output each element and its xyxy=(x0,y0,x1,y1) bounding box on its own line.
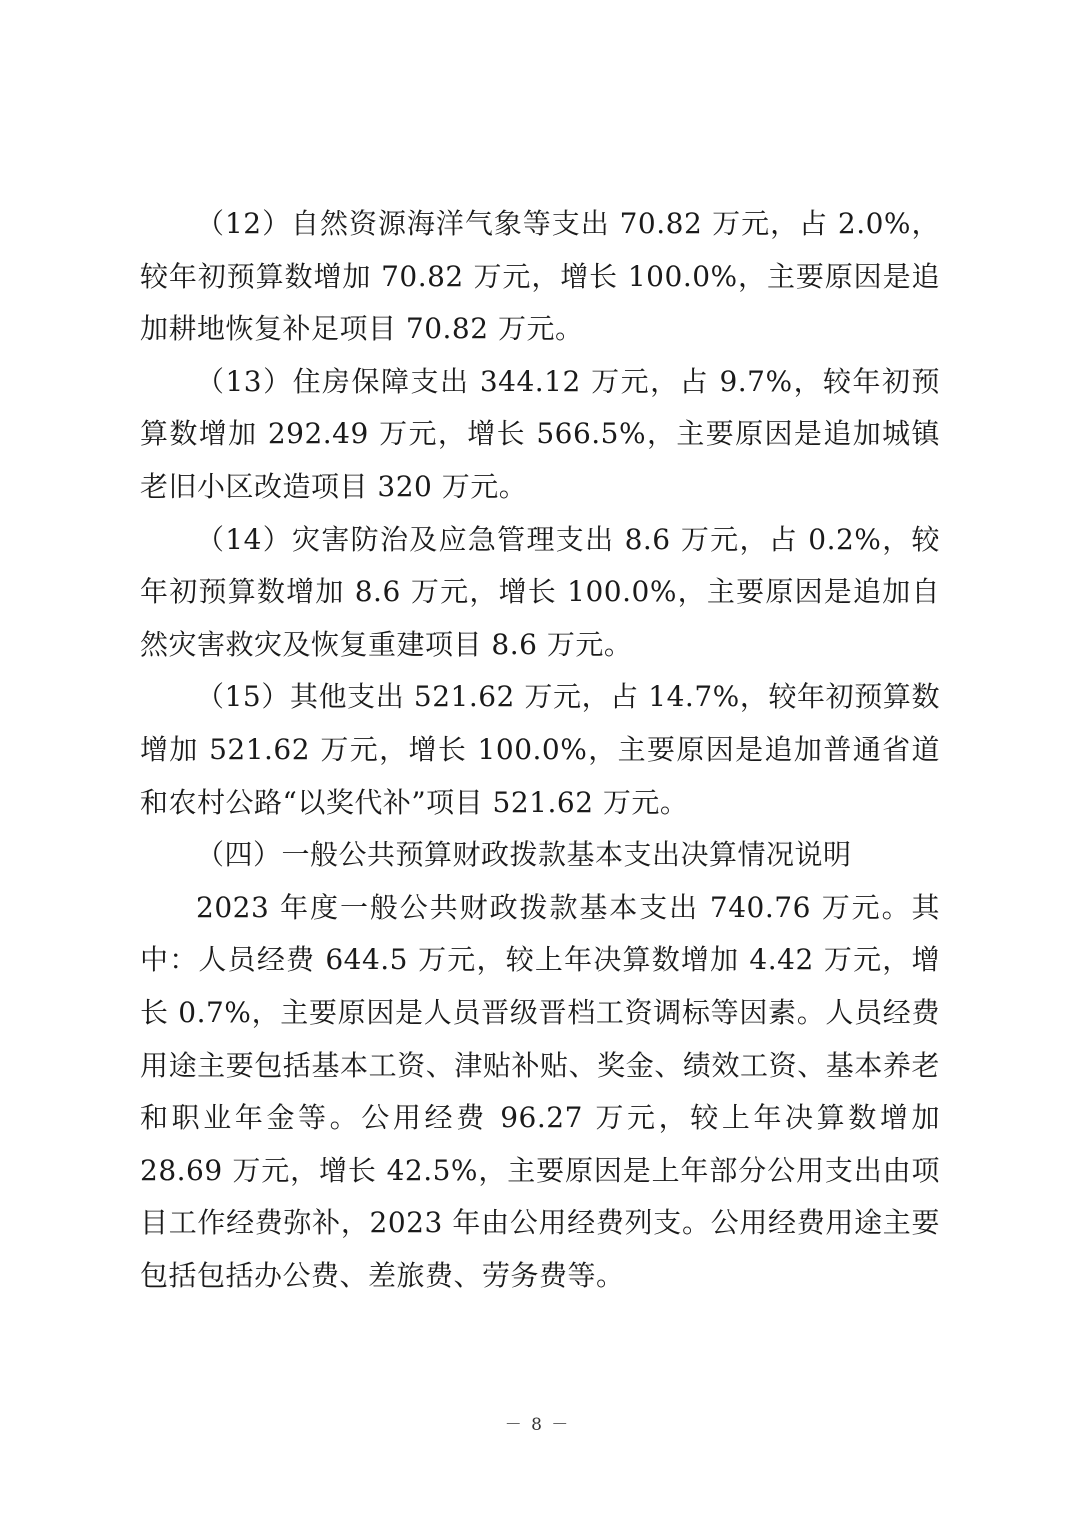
page-number: － 8 － xyxy=(504,1415,571,1435)
paragraph-item-12: （12）自然资源海洋气象等支出 70.82 万元，占 2.0%，较年初预算数增加 70.82 万元，增长 100.0%，主要原因是追加耕地恢复补足项目 70.82 万元。 xyxy=(140,207,940,346)
paragraph-item-15: （15）其他支出 521.62 万元，占 14.7%，较年初预算数增加 521.62 万元，增长 100.0%，主要原因是追加普通省道和农村公路“以奖代补”项目 521.62 万元。 xyxy=(140,680,940,819)
paragraph-item-13: （13）住房保障支出 344.12 万元，占 9.7%，较年初预算数增加 292.49 万元，增长 566.5%，主要原因是追加城镇老旧小区改造项目 320 万元。 xyxy=(140,364,940,503)
section-heading: （四）一般公共预算财政拨款基本支出决算情况说明 xyxy=(196,838,852,872)
paragraph-item-14: （14）灾害防治及应急管理支出 8.6 万元，占 0.2%，较年初预算数增加 8.6 万元，增长 100.0%，主要原因是追加自然灾害救灾及恢复重建项目 8.6 万元。 xyxy=(140,522,940,661)
document-body xyxy=(140,198,940,1302)
summary-paragraph: 2023 年度一般公共财政拨款基本支出 740.76 万元。其中：人员经费 644.5 万元，较上年决算数增加 4.42 万元，增长 0.7%，主要原因是人员晋级晋档工资调标等因素。人员经费用途主要包括基本工资、津贴补贴、奖金、绩效工资、基本养老和职业年金等。公用经费 96.27 万元，较上年决算数增加 28.69 万元，增长 42.5%，主要原因是上年部分公用支出由项目工作经费弥补，2023 年由公用经费列支。公用经费用途主要包括包括办公费、差旅费、劳务费等。 xyxy=(140,890,940,1292)
